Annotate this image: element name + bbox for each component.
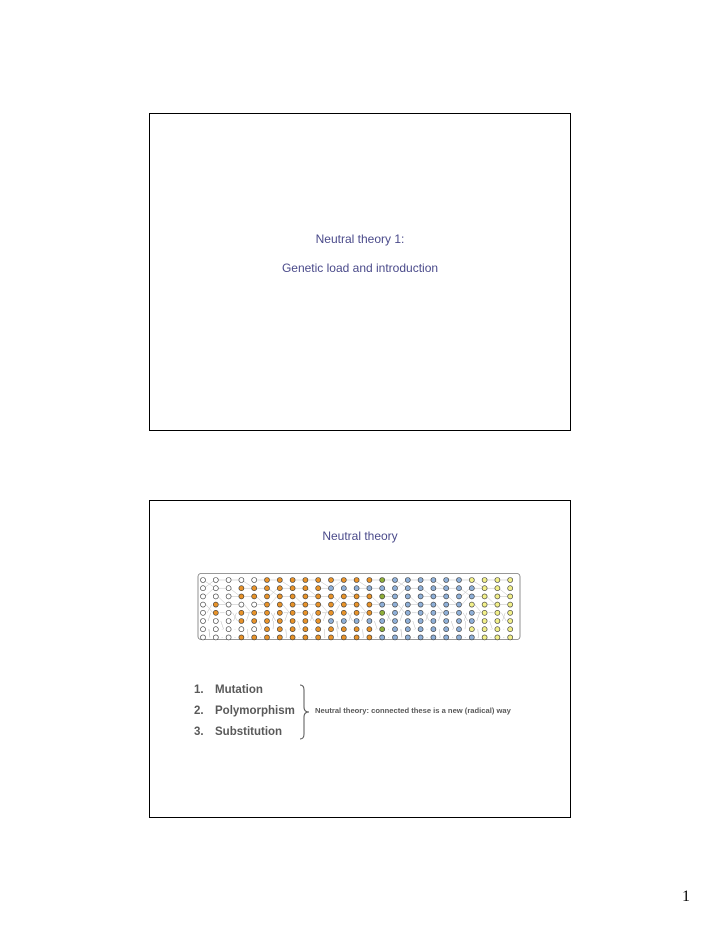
list-number: 1. (194, 684, 204, 696)
individual-node (290, 619, 295, 624)
individual-node (508, 594, 513, 599)
individual-node (341, 635, 346, 640)
individual-node (354, 635, 359, 640)
individual-node (201, 610, 206, 615)
individual-node (418, 586, 423, 591)
lineage-link (269, 588, 278, 596)
individual-node (265, 635, 270, 640)
individual-node (201, 602, 206, 607)
genealogy-diagram (197, 573, 521, 641)
individual-node (252, 635, 257, 640)
individual-node (226, 602, 231, 607)
lineage-link (295, 596, 304, 604)
individual-node (469, 619, 474, 624)
individual-node (418, 578, 423, 583)
individual-node (226, 594, 231, 599)
individual-node (367, 627, 372, 632)
individual-node (431, 594, 436, 599)
individual-node (444, 627, 449, 632)
individual-node (226, 586, 231, 591)
lineage-link (436, 605, 443, 613)
lineage-link (283, 605, 290, 613)
individual-node (393, 594, 398, 599)
individual-node (405, 586, 410, 591)
individual-node (213, 619, 218, 624)
individual-node (265, 619, 270, 624)
individual-node (367, 635, 372, 640)
lineage-link (362, 613, 365, 621)
individual-node (329, 610, 334, 615)
individual-node (265, 578, 270, 583)
individual-node (418, 635, 423, 640)
individual-node (393, 619, 398, 624)
individual-node (213, 594, 218, 599)
individual-node (418, 594, 423, 599)
individual-node (341, 578, 346, 583)
individual-node (316, 627, 321, 632)
individual-node (213, 627, 218, 632)
lineage-link (400, 613, 403, 621)
slide-title: Neutral theory (322, 529, 398, 543)
individual-node (469, 610, 474, 615)
lineage-link (387, 613, 390, 621)
lineage-link (204, 580, 215, 588)
individual-node (380, 586, 385, 591)
individual-node (277, 627, 282, 632)
lineage-link (337, 629, 338, 637)
lineage-link (462, 596, 469, 604)
individual-node (277, 610, 282, 615)
curly-brace-icon (299, 684, 311, 740)
individual-node (495, 602, 500, 607)
lineage-link (422, 588, 433, 596)
individual-node (226, 578, 231, 583)
lineage-link (363, 629, 364, 637)
individual-node (405, 610, 410, 615)
lineage-link (490, 621, 493, 629)
lineage-link (323, 613, 326, 621)
individual-node (252, 586, 257, 591)
list-label: Polymorphism (215, 705, 295, 717)
individual-node (290, 578, 295, 583)
individual-node (482, 594, 487, 599)
individual-node (469, 586, 474, 591)
individual-node (341, 610, 346, 615)
individual-node (303, 594, 308, 599)
individual-node (252, 594, 257, 599)
individual-node (265, 602, 270, 607)
individual-node (213, 578, 218, 583)
individual-node (367, 619, 372, 624)
list-item (194, 724, 295, 745)
individual-node (469, 578, 474, 583)
lineage-link (498, 588, 509, 596)
individual-node (418, 610, 423, 615)
individual-node (303, 619, 308, 624)
individual-node (380, 578, 385, 583)
individual-node (277, 594, 282, 599)
individual-node (444, 586, 449, 591)
lineage-link (310, 613, 313, 621)
individual-node (329, 594, 334, 599)
individual-node (482, 602, 487, 607)
individual-node (405, 602, 410, 607)
lineage-link (374, 621, 377, 629)
individual-node (213, 635, 218, 640)
individual-node (405, 635, 410, 640)
lineage-link (306, 588, 317, 596)
individual-node (290, 586, 295, 591)
individual-node (444, 635, 449, 640)
individual-node (393, 635, 398, 640)
lineage-link (273, 621, 274, 629)
individual-node (341, 594, 346, 599)
individual-node (354, 619, 359, 624)
individual-node (431, 627, 436, 632)
individual-node (265, 627, 270, 632)
slide-2 (149, 500, 571, 818)
individual-node (329, 627, 334, 632)
slide-title: Neutral theory 1: (315, 232, 405, 246)
lineage-link (465, 621, 466, 629)
individual-node (316, 586, 321, 591)
lineage-link (464, 613, 467, 621)
lineage-link (209, 629, 210, 637)
individual-node (393, 578, 398, 583)
list-number: 3. (194, 726, 204, 738)
individual-node (508, 619, 513, 624)
individual-node (277, 619, 282, 624)
lineage-link (285, 613, 288, 621)
individual-node (329, 635, 334, 640)
lineage-link (246, 613, 249, 621)
individual-node (239, 602, 244, 607)
individual-node (316, 578, 321, 583)
individual-node (354, 610, 359, 615)
individual-node (482, 578, 487, 583)
individual-node (495, 627, 500, 632)
individual-node (444, 602, 449, 607)
lineage-link (337, 621, 338, 629)
lineage-link (399, 605, 404, 613)
lineage-link (259, 621, 262, 629)
individual-node (508, 635, 513, 640)
individual-node (226, 635, 231, 640)
individual-node (290, 627, 295, 632)
brace-note: Neutral theory: connected these is a new (radical) way (315, 706, 511, 715)
individual-node (482, 619, 487, 624)
individual-node (393, 627, 398, 632)
lineage-link (286, 629, 287, 637)
individual-node (431, 602, 436, 607)
lineage-link (371, 596, 380, 604)
lineage-link (332, 580, 343, 588)
lineage-link (230, 588, 241, 596)
individual-node (380, 594, 385, 599)
individual-node (508, 578, 513, 583)
individual-node (341, 602, 346, 607)
individual-node (405, 627, 410, 632)
individual-node (252, 602, 257, 607)
individual-node (329, 586, 334, 591)
individual-node (405, 594, 410, 599)
individual-node (265, 610, 270, 615)
individual-node (201, 635, 206, 640)
lineage-link (256, 596, 265, 604)
individual-node (354, 578, 359, 583)
individual-node (213, 602, 218, 607)
individual-node (431, 586, 436, 591)
lineage-link (218, 596, 227, 604)
individual-node (354, 627, 359, 632)
lineage-link (413, 621, 416, 629)
lineage-link (345, 588, 356, 596)
individual-node (277, 635, 282, 640)
lineage-link (475, 605, 482, 613)
individual-node (380, 602, 385, 607)
lineage-link (360, 605, 367, 613)
individual-node (252, 619, 257, 624)
individual-node (469, 594, 474, 599)
individual-node (393, 602, 398, 607)
individual-node (444, 578, 449, 583)
individual-node (303, 627, 308, 632)
individual-node (329, 578, 334, 583)
individual-node (316, 594, 321, 599)
slide-subtitle: Genetic load and introduction (281, 261, 439, 275)
individual-node (457, 602, 462, 607)
lineage-link (270, 596, 277, 604)
individual-node (239, 635, 244, 640)
individual-node (508, 627, 513, 632)
individual-node (252, 627, 257, 632)
individual-node (239, 627, 244, 632)
individual-node (393, 586, 398, 591)
lineage-link (247, 629, 248, 637)
individual-node (457, 619, 462, 624)
page-number: 1 (682, 888, 690, 905)
individual-node (495, 586, 500, 591)
lineage-link (487, 596, 496, 604)
individual-node (380, 627, 385, 632)
individual-node (457, 610, 462, 615)
individual-node (469, 627, 474, 632)
lineage-link (244, 605, 251, 613)
individual-node (265, 586, 270, 591)
list-number: 2. (194, 705, 204, 717)
individual-node (239, 586, 244, 591)
lineage-link (234, 613, 237, 621)
individual-node (457, 594, 462, 599)
lineage-link (208, 613, 211, 621)
individual-node (482, 635, 487, 640)
individual-node (303, 602, 308, 607)
individual-node (303, 586, 308, 591)
individual-node (380, 619, 385, 624)
lineage-link (448, 596, 457, 604)
slide-1 (149, 113, 571, 431)
lineage-link (335, 605, 340, 613)
individual-node (239, 578, 244, 583)
concept-list (194, 682, 295, 745)
lineage-link (502, 613, 505, 621)
individual-node (482, 627, 487, 632)
individual-node (213, 586, 218, 591)
individual-node (482, 586, 487, 591)
lineage-link (426, 613, 429, 621)
individual-node (444, 594, 449, 599)
lineage-link (383, 588, 394, 596)
individual-node (239, 619, 244, 624)
individual-node (329, 619, 334, 624)
individual-node (252, 578, 257, 583)
lineage-link (478, 629, 479, 637)
individual-node (469, 635, 474, 640)
individual-node (303, 635, 308, 640)
individual-node (418, 602, 423, 607)
individual-node (316, 619, 321, 624)
lineage-link (401, 629, 402, 637)
list-item (194, 682, 295, 703)
individual-node (495, 619, 500, 624)
individual-node (495, 594, 500, 599)
individual-node (277, 578, 282, 583)
individual-node (329, 602, 334, 607)
individual-node (431, 578, 436, 583)
individual-node (469, 602, 474, 607)
individual-node (418, 619, 423, 624)
individual-node (341, 586, 346, 591)
individual-node (354, 586, 359, 591)
individual-node (341, 627, 346, 632)
individual-node (316, 610, 321, 615)
individual-node (201, 594, 206, 599)
lineage-link (207, 605, 212, 613)
individual-node (508, 602, 513, 607)
individual-node (201, 586, 206, 591)
individual-node (252, 610, 257, 615)
individual-node (290, 602, 295, 607)
lineage-link (334, 596, 341, 604)
lineage-link (410, 596, 419, 604)
lineage-link (349, 613, 352, 621)
individual-node (457, 635, 462, 640)
individual-node (495, 578, 500, 583)
individual-node (367, 578, 372, 583)
lineage-link (298, 621, 301, 629)
individual-node (341, 619, 346, 624)
individual-node (226, 610, 231, 615)
list-label: Substitution (215, 726, 283, 738)
individual-node (303, 610, 308, 615)
lineage-link (438, 613, 441, 621)
individual-node (277, 586, 282, 591)
individual-node (405, 619, 410, 624)
individual-node (431, 610, 436, 615)
individual-node (290, 610, 295, 615)
individual-node (316, 602, 321, 607)
individual-node (431, 635, 436, 640)
individual-node (457, 578, 462, 583)
individual-node (277, 602, 282, 607)
lineage-link (439, 629, 440, 637)
lineage-link (461, 588, 470, 596)
lineage-link (451, 621, 454, 629)
list-item (194, 703, 295, 724)
individual-node (444, 619, 449, 624)
lineage-link (324, 629, 325, 637)
individual-node (508, 586, 513, 591)
individual-node (239, 610, 244, 615)
individual-node (508, 610, 513, 615)
individual-node (354, 594, 359, 599)
individual-node (444, 610, 449, 615)
individual-node (367, 594, 372, 599)
individual-node (213, 610, 218, 615)
individual-node (239, 594, 244, 599)
individual-node (201, 627, 206, 632)
individual-node (393, 610, 398, 615)
individual-node (405, 578, 410, 583)
individual-node (201, 578, 206, 583)
individual-node (316, 635, 321, 640)
individual-node (495, 635, 500, 640)
individual-node (201, 619, 206, 624)
individual-node (495, 610, 500, 615)
lineage-link (397, 588, 406, 596)
individual-node (290, 635, 295, 640)
lineage-link (321, 605, 328, 613)
individual-node (418, 627, 423, 632)
lineage-link (205, 588, 214, 596)
individual-node (367, 610, 372, 615)
lineage-link (396, 580, 407, 588)
individual-node (457, 627, 462, 632)
lineage-link (221, 621, 224, 629)
list-label: Mutation (215, 684, 263, 696)
individual-node (226, 619, 231, 624)
individual-node (380, 635, 385, 640)
individual-node (367, 586, 372, 591)
lineage-link (272, 613, 275, 621)
individual-node (380, 610, 385, 615)
individual-node (482, 610, 487, 615)
individual-node (457, 586, 462, 591)
individual-node (290, 594, 295, 599)
individual-node (367, 602, 372, 607)
individual-node (354, 602, 359, 607)
individual-node (265, 594, 270, 599)
lineage-link (477, 613, 480, 621)
individual-node (303, 578, 308, 583)
individual-node (431, 619, 436, 624)
individual-node (226, 627, 231, 632)
